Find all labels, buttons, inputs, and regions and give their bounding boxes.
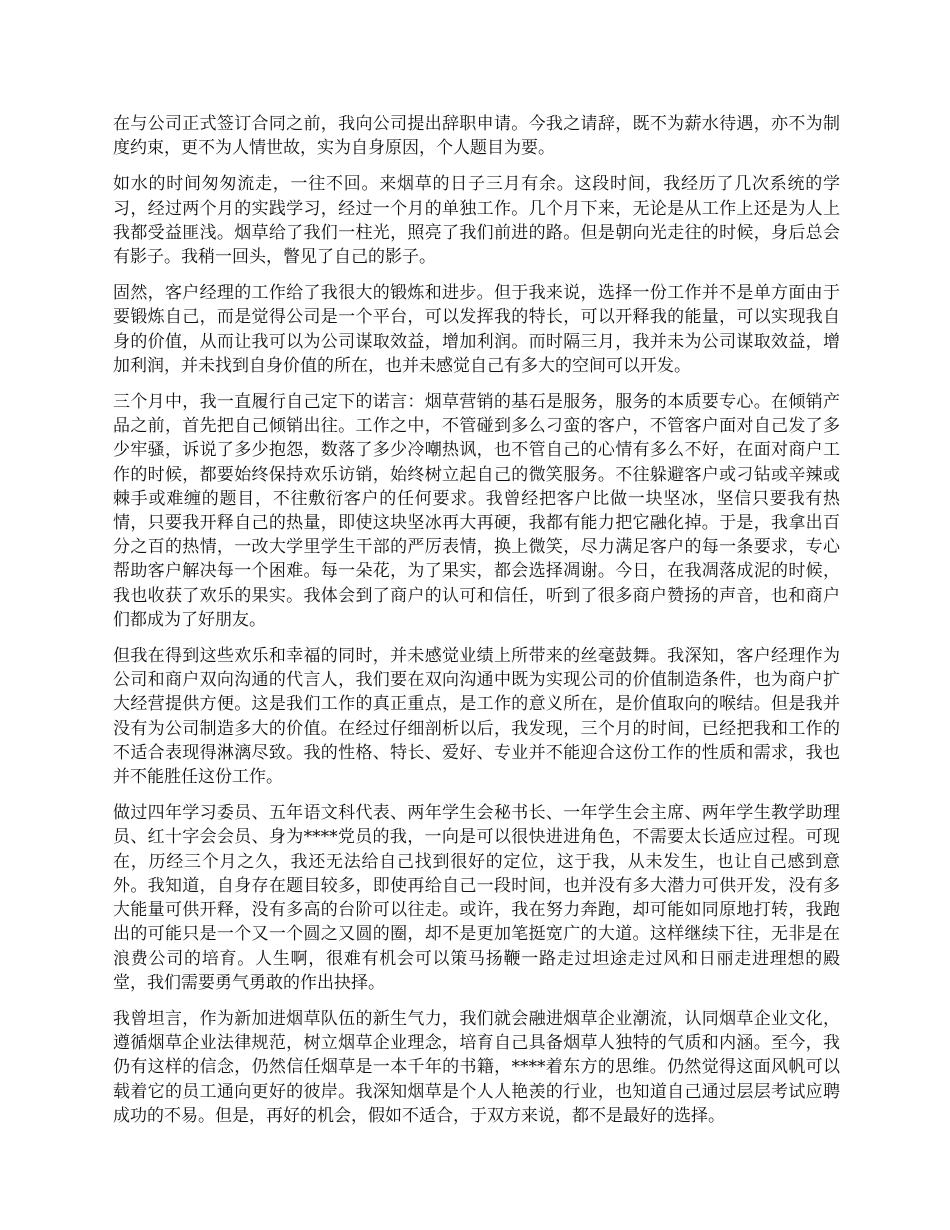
paragraph: 在与公司正式签订合同之前，我向公司提出辞职申请。今我之请辞，既不为薪水待遇，亦不为制度约束，更不为人情世故，实为自身原因，个人题目为要。 xyxy=(113,114,840,159)
paragraph: 如水的时间匆匆流走，一往不回。来烟草的日子三月有余。这段时间，我经历了几次系统的学习，经过两个月的实践学习，经过一个月的单独工作。几个月下来，无论是从工作上还是为人上我都受益匪浅。烟草给了我们一柱光，照亮了我们前进的路。但是朝向光走往的时候，身后总会有影子。我稍一回头，瞥见了自己的影子。 xyxy=(113,174,840,268)
paragraph: 固然，客户经理的工作给了我很大的锻炼和进步。但于我来说，选择一份工作并不是单方面由于要锻炼自己，而是觉得公司是一个平台，可以发挥我的特长，可以开释我的能量，可以实现我自身的价值，从而让我可以为公司谋取效益，增加利润。而时隔三月，我并未为公司谋取效益，增加利润，并未找到自身价值的所在，也并未感觉自己有多大的空间可以开发。 xyxy=(113,283,840,376)
paragraph: 做过四年学习委员、五年语文科代表、两年学生会秘书长、一年学生会主席、两年学生教学助理员、红十字会会员、身为****党员的我，一向是可以很快进进角色，不需要太长适应过程。可现在，历经三个月之久，我还无法给自己找到很好的定位，这于我，从未发生，也让自己感到意外。我知道，自身存在题目较多，即使再给自己一段时间，也并没有多大潜力可供开发，没有多大能量可供开释，没有多高的台阶可以往走。或许，我在努力奔跑，却可能如同原地打转，我跑出的可能只是一个又一个圆之又圆的圈，却不是更加笔挺宽广的大道。这样继续下往，无非是在浪费公司的培育。人生啊，很难有机会可以策马扬鞭一路走过坦途走过风和日丽走进理想的殿堂，我们需要勇气勇敢的作出抉择。 xyxy=(113,803,840,993)
paragraph: 我曾坦言，作为新加进烟草队伍的新生气力，我们就会融进烟草企业潮流，认同烟草企业文化，遵循烟草企业法律规范，树立烟草企业理念，培育自己具备烟草人独特的气质和内涵。至今，我仍有这样的信念，仍然信任烟草是一本千年的书籍，****着东方的思维。仍然觉得这面风帆可以载着它的员工通向更好的彼岸。我深知烟草是个人人艳羡的行业，也知道自己通过层层考试应聘成功的不易。但是，再好的机会，假如不适合，于双方来说，都不是最好的选择。 xyxy=(113,1008,840,1126)
paragraph: 三个月中，我一直履行自己定下的诺言：烟草营销的基石是服务，服务的本质要专心。在倾销产品之前，首先把自己倾销出往。工作之中，不管碰到多么刁蛮的客户，不管客户面对自己发了多少牢骚，诉说了多少抱怨，数落了多少冷嘲热讽，也不管自己的心情有多么不好，在面对商户工作的时候，都要始终保持欢乐访销，始终树立起自己的微笑服务。不往躲避客户或刁钻或辛辣或棘手或难缠的题目，不往敷衍客户的任何要求。我曾经把客户比做一块坚冰，坚信只要我有热情，只要我开释自己的热量，即使这块坚冰再大再硬，我都有能力把它融化掉。于是，我拿出百分之百的热情，一改大学里学生干部的严厉表情，换上微笑，尽力满足客户的每一条要求，专心帮助客户解决每一个困难。每一朵花，为了果实，都会选择凋谢。今日，在我凋落成泥的时候，我也收获了欢乐的果实。我体会到了商户的认可和信任，听到了很多商户赞扬的声音，也和商户们都成为了好朋友。 xyxy=(113,392,840,630)
paragraph: 但我在得到这些欢乐和幸福的同时，并未感觉业绩上所带来的丝毫鼓舞。我深知，客户经理作为公司和商户双向沟通的代言人，我们要在双向沟通中既为实现公司的价值制造条件，也为商户扩大经营提供方便。这是我们工作的真正重点，是工作的意义所在，是价值取向的喉结。但是我并没有为公司制造多大的价值。在经过仔细剖析以后，我发现，三个月的时间，已经把我和工作的不适合表现得淋漓尽致。我的性格、特长、爱好、专业并不能迎合这份工作的性质和需求，我也并不能胜任这份工作。 xyxy=(113,646,840,788)
document-body xyxy=(113,112,840,1140)
